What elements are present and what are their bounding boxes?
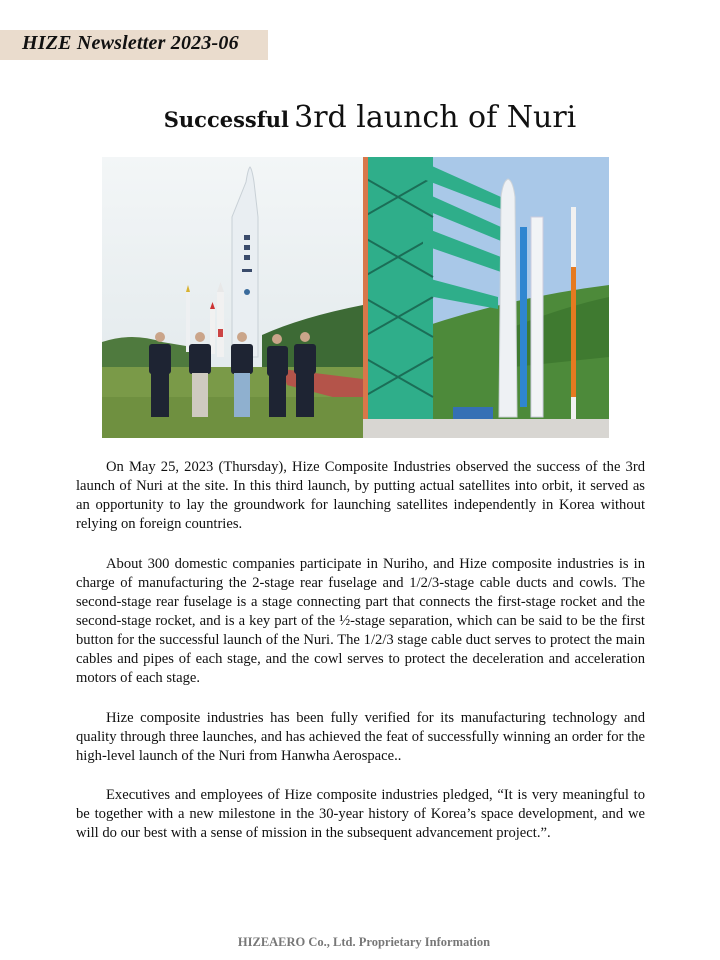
photo-strip: [102, 157, 609, 438]
paragraph-4-text: Executives and employees of Hize composite industries pledged, “It is very meaningful to be together with a new milestone in the 30-year history of Korea’s space development, and we will do our best with a sense of mission in the subsequent advancement project.”.: [76, 787, 645, 841]
launch-pad-illustration: [363, 157, 609, 438]
paragraph-1: [76, 458, 645, 534]
paragraph-2-text: About 300 domestic companies participate in Nuriho, and Hize composite industries is in charge of manufacturing the 2-stage rear fuselage and 1/2/3-stage cable ducts and cowls. The second-stage rear fuselage is a stage connecting part that connects the first-stage rocket and the second-stage rocket, and is a key part of the ½-stage separation, which can be said to be the first button for the successful launch of the Nuri. The 1/2/3 stage cable duct serves to protect the main cables and pipes of each stage, and the cowl serves to protect the deceleration and acceleration motors of each stage.: [76, 556, 645, 686]
paragraph-3-text: Hize composite industries has been fully verified for its manufacturing technology and quality through three launches, and has achieved the feat of successfully winning an order for the high-level launch of the Nuri from Hanwha Aerospace..: [76, 710, 645, 764]
title-main: 3rd launch of Nuri: [294, 100, 577, 135]
paragraph-3: [76, 709, 645, 766]
paragraph-1-text: On May 25, 2023 (Thursday), Hize Composite Industries observed the success of the 3rd launch of Nuri at the site. In this third launch, by putting actual satellites into orbit, it served as an opportunity to lay the groundwork for launching satellites independently in Korea without relying on foreign countries.: [76, 459, 645, 532]
team-photo-illustration: [102, 157, 363, 438]
paragraph-2: [76, 555, 645, 688]
paragraph-4: [76, 786, 645, 843]
newsletter-label: HIZE Newsletter 2023-06: [22, 32, 239, 54]
launch-pad-photo: [363, 157, 609, 438]
footer-proprietary-notice: HIZEAERO Co., Ltd. Proprietary Information: [237, 935, 491, 949]
title-prefix: Successful: [163, 107, 290, 132]
team-photo: [102, 157, 363, 438]
article-title: [0, 100, 720, 135]
